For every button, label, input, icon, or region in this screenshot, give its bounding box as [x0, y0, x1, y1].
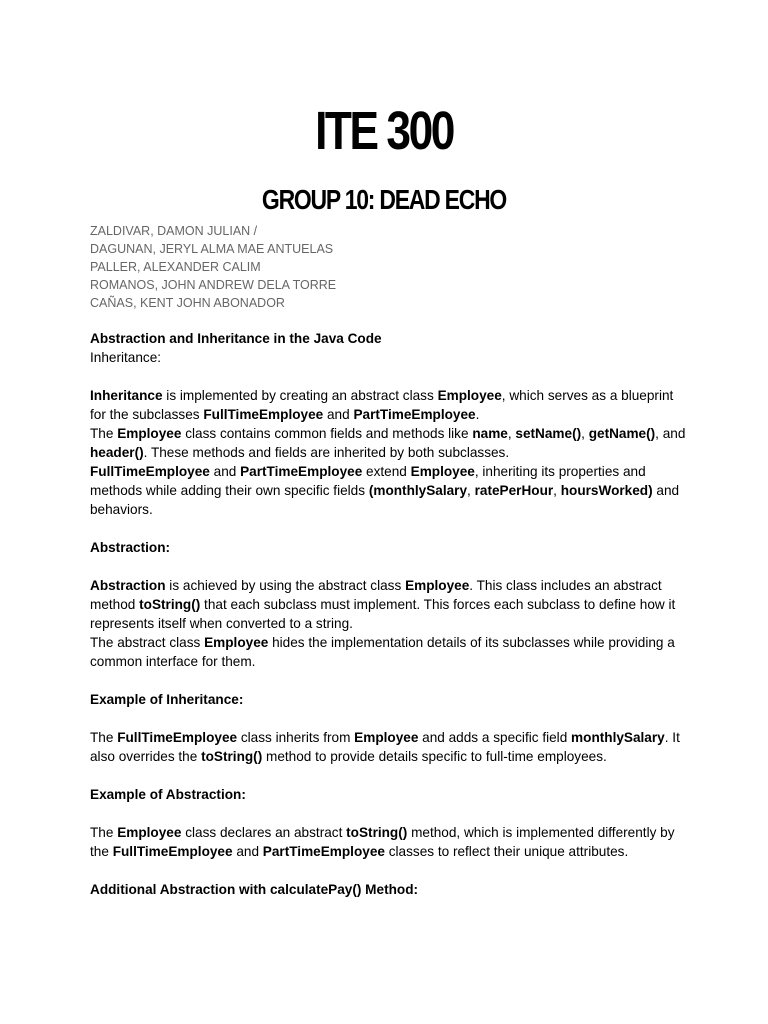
text-run: class declares an abstract	[181, 825, 347, 840]
text-run: class inherits from	[237, 730, 355, 745]
paragraph	[90, 823, 690, 861]
text-run: . These methods and fields are inherited by both subclasses.	[143, 445, 510, 460]
text-run: ,	[553, 483, 561, 498]
bold-term: Employee	[354, 730, 419, 745]
text-run: ,	[467, 483, 475, 498]
bold-term: Employee	[204, 635, 269, 650]
bold-term: Employee	[117, 426, 182, 441]
text-run: method to provide details specific to full-time employees.	[262, 749, 607, 764]
bold-term: (monthlySalary	[368, 483, 468, 498]
document-body	[90, 329, 690, 899]
paragraph	[90, 424, 690, 462]
bold-term: getName()	[588, 426, 656, 441]
text-run: that each subclass must implement. This forces each subclass to define how it represents itself when converted to a string.	[90, 597, 676, 631]
section-heading: Additional Abstraction with calculatePay() Method:	[90, 882, 419, 897]
section-heading: Abstraction:	[90, 540, 171, 555]
section-heading: Example of Abstraction:	[90, 787, 246, 802]
bold-term: name	[472, 426, 508, 441]
bold-term: hoursWorked)	[560, 483, 653, 498]
paragraph	[90, 576, 690, 633]
bold-term: ratePerHour	[474, 483, 554, 498]
author-line: DAGUNAN, JERYL ALMA MAE ANTUELAS	[90, 242, 334, 256]
text-run: . It also overrides the	[90, 730, 680, 764]
text-run: classes to reflect their unique attributes.	[384, 844, 629, 859]
document-title: ITE 300	[315, 101, 453, 161]
paragraph	[90, 386, 690, 424]
text-run: ,	[581, 426, 589, 441]
text-run: is implemented by creating an abstract class	[162, 388, 438, 403]
text-run: The	[90, 730, 118, 745]
text-run: and adds a specific field	[418, 730, 572, 745]
text-run: , and	[655, 426, 686, 441]
bold-term: FullTimeEmployee	[112, 844, 233, 859]
section-heading: Abstraction and Inheritance in the Java Code	[90, 331, 382, 346]
bold-term: Employee	[410, 464, 475, 479]
author-line: PALLER, ALEXANDER CALIM	[90, 260, 261, 274]
bold-term: Employee	[437, 388, 502, 403]
author-line: ZALDIVAR, DAMON JULIAN /	[90, 224, 258, 238]
bold-term: PartTimeEmployee	[262, 844, 385, 859]
author-line: ROMANOS, JOHN ANDREW DELA TORRE	[90, 278, 337, 292]
text-run: extend	[362, 464, 411, 479]
text-run: The abstract class	[90, 635, 205, 650]
bold-term: Inheritance	[90, 388, 163, 403]
bold-term: FullTimeEmployee	[203, 407, 324, 422]
bold-term: FullTimeEmployee	[117, 730, 238, 745]
text-run: . This class includes an abstract method	[90, 578, 662, 612]
bold-term: PartTimeEmployee	[240, 464, 363, 479]
text-run: is achieved by using the abstract class	[165, 578, 406, 593]
text-run: The	[90, 825, 118, 840]
document-subtitle: GROUP 10: DEAD ECHO	[261, 184, 507, 215]
author-list	[90, 222, 690, 312]
bold-term: Employee	[117, 825, 182, 840]
text-run: class contains common fields and methods like	[181, 426, 473, 441]
text-run: and	[209, 464, 241, 479]
bold-term: FullTimeEmployee	[90, 464, 210, 479]
bold-term: header()	[90, 445, 144, 460]
bold-term: toString()	[139, 597, 201, 612]
text-run: method, which is implemented differently by the	[90, 825, 675, 859]
bold-term: Abstraction	[90, 578, 166, 593]
text-run: ,	[507, 426, 516, 441]
text-run: and behaviors.	[90, 483, 680, 517]
section-subheading: Inheritance:	[90, 350, 162, 365]
paragraph	[90, 633, 690, 671]
bold-term: PartTimeEmployee	[353, 407, 476, 422]
section-heading: Example of Inheritance:	[90, 692, 244, 707]
text-run: .	[475, 407, 480, 422]
text-run: , inheriting its properties and methods while adding their own specific fields	[90, 464, 646, 498]
bold-term: monthlySalary	[571, 730, 665, 745]
bold-term: toString()	[346, 825, 408, 840]
text-run: hides the implementation details of its subclasses while providing a common interface for them.	[90, 635, 675, 669]
bold-term: toString()	[201, 749, 263, 764]
paragraph	[90, 728, 690, 766]
bold-term: setName()	[515, 426, 582, 441]
text-run: The	[90, 426, 118, 441]
bold-term: Employee	[405, 578, 470, 593]
text-run: and	[323, 407, 354, 422]
text-run: and	[232, 844, 263, 859]
text-run: , which serves as a blueprint for the subclasses	[90, 388, 674, 422]
author-line: CAÑAS, KENT JOHN ABONADOR	[90, 296, 285, 310]
paragraph	[90, 462, 690, 519]
